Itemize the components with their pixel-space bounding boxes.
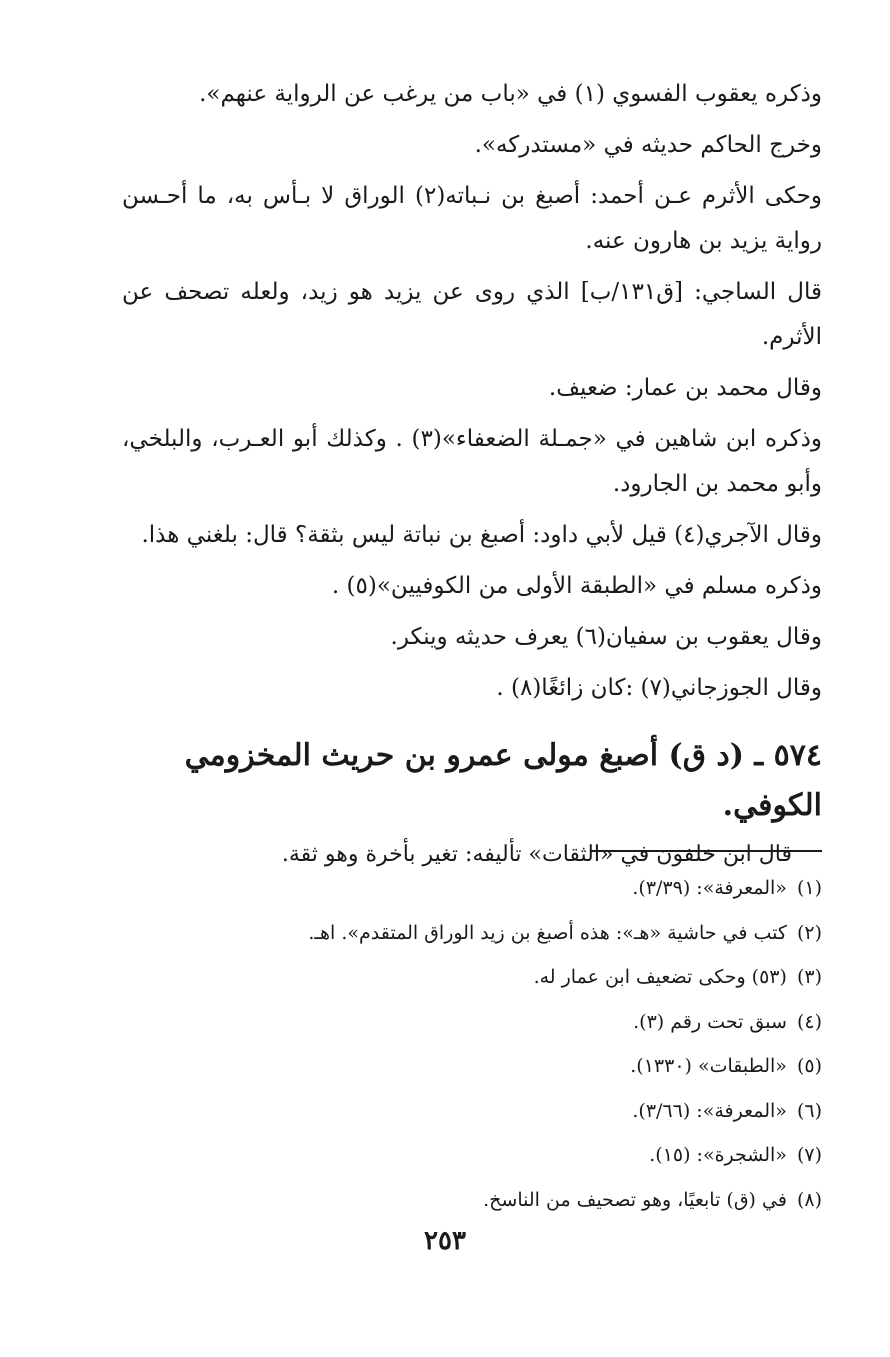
footnote-number: (٧) [796, 1144, 822, 1166]
footnote-7 [102, 1133, 822, 1178]
footnote-number: (٤) [796, 1010, 822, 1033]
paragraph-8: وذكره مسلم في «الطبقة الأولى من الكوفيين»(٥) . [331, 573, 822, 599]
footnote-text: «الشجرة»: (١٥). [649, 1144, 787, 1166]
footnote-text: في (ق) تابعيًا، وهو تصحيف من الناسخ. [483, 1188, 787, 1211]
main-text [122, 72, 822, 875]
paragraph-6: وذكره ابن شاهين في «جمـلة الضعفاء»(٣) . وكذلك أبو العـرب، والبلخي، وأبو محمد بن الجارود. [122, 426, 822, 497]
footnote-number: (١) [796, 877, 822, 899]
footnote-number: (٢) [796, 921, 822, 944]
footnote-number: (٥) [796, 1055, 822, 1077]
footnote-2 [102, 911, 822, 956]
page-number: ٢٥٣ [424, 1226, 466, 1256]
footnote-text: سبق تحت رقم (٣). [633, 1010, 787, 1033]
entry-heading: ٥٧٤ ـ (د ق) أصبغ مولى عمرو بن حريث المخزومي الكوفي. [184, 738, 822, 823]
footnote-3 [102, 955, 822, 1000]
paragraph-2: وخرج الحاكم حديثه في «مستدركه». [474, 132, 822, 158]
footnote-text: «المعرفة»: (٣/٣٩). [632, 877, 787, 899]
paragraph-7: وقال الآجري(٤) قيل لأبي داود: أصبغ بن نباتة ليس بثقة؟ قال: بلغني هذا. [141, 522, 822, 548]
footnote-number: (٣) [796, 966, 822, 988]
footnote-text: «الطبقات» (١٣٣٠). [630, 1055, 787, 1077]
footnote-divider [590, 850, 822, 852]
footnote-number: (٦) [796, 1099, 822, 1122]
footnote-text: (٥٣) وحكى تضعيف ابن عمار له. [533, 966, 787, 988]
footnote-number: (٨) [796, 1188, 822, 1211]
footnote-8 [102, 1178, 822, 1223]
footnote-text: كتب في حاشية «هـ»: هذه أصبغ بن زيد الوراق المتقدم». اهـ. [308, 921, 787, 944]
footnote-6 [102, 1089, 822, 1134]
footnote-text: «المعرفة»: (٣/٦٦). [632, 1099, 787, 1122]
paragraph-9: وقال يعقوب بن سفيان(٦) يعرف حديثه وينكر. [390, 624, 822, 650]
entry-text: قال ابن خلفون في «الثقات» تأليفه: تغير بأخرة وهو ثقة. [281, 842, 792, 867]
paragraph-10: وقال الجوزجاني(٧) :كان زائغًا(٨) . [496, 675, 822, 701]
footnotes [102, 866, 822, 1222]
paragraph-5: وقال محمد بن عمار: ضعيف. [548, 375, 822, 401]
footnote-5 [102, 1044, 822, 1089]
paragraph-4: قال الساجي: [ق١٣١/ب] الذي روى عن يزيد هو زيد، ولعله تصحف عن الأثرم. [122, 279, 822, 350]
footnote-1 [102, 866, 822, 911]
footnote-4 [102, 1000, 822, 1045]
paragraph-1: وذكره يعقوب الفسوي (١) في «باب من يرغب عن الرواية عنهم». [199, 81, 822, 107]
paragraph-3: وحكى الأثرم عـن أحمد: أصبغ بن نـباته(٢) الوراق لا بـأس به، ما أحـسن رواية يزيد بن هارون عنه. [122, 183, 822, 254]
